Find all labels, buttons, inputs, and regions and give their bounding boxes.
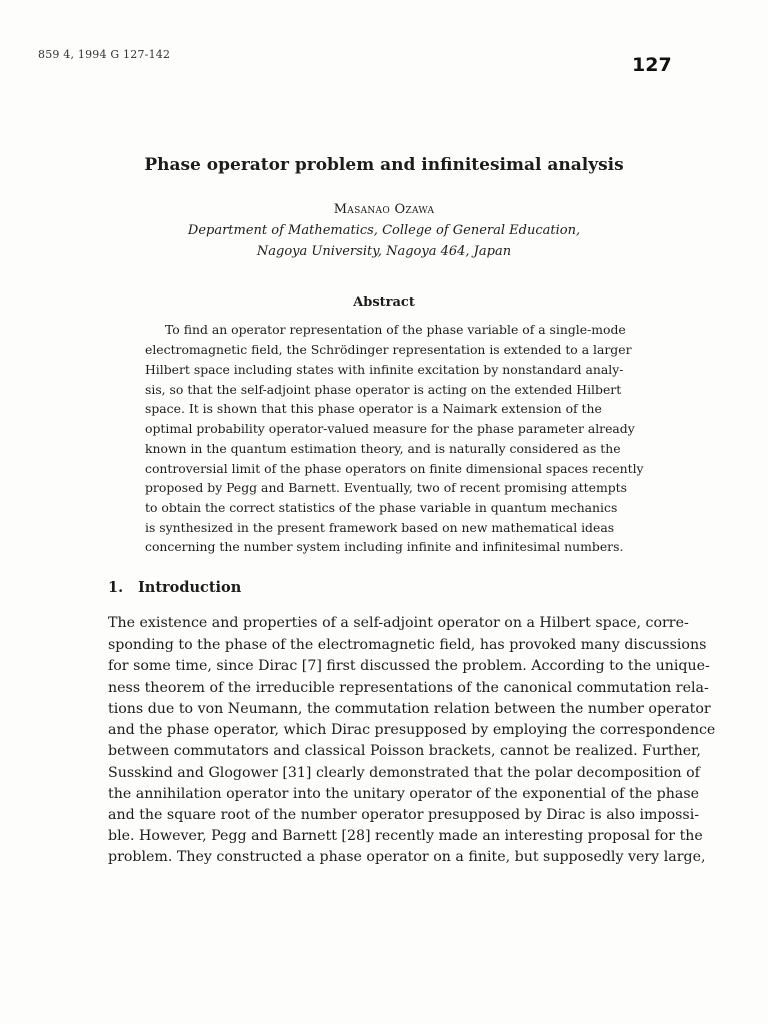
body-line: for some time, since Dirac [7] first discussed the problem. According to the unique- [108, 658, 710, 674]
body-line: and the phase operator, which Dirac presupposed by employing the correspondence [108, 722, 716, 738]
abstract-line: concerning the number system including infinite and infinitesimal numbers. [145, 539, 624, 554]
body-line: ness theorem of the irreducible representations of the canonical commutation rela- [108, 680, 709, 696]
abstract-line: to obtain the correct statistics of the phase variable in quantum mechanics [145, 500, 618, 515]
abstract-line: proposed by Pegg and Barnett. Eventually, two of recent promising attempts [145, 480, 628, 495]
abstract-line: optimal probability operator-valued measure for the phase parameter already [145, 421, 635, 436]
affiliation-line: Nagoya University, Nagoya 464, Japan [256, 244, 512, 259]
section-number: 1. [108, 579, 124, 596]
body-line: sponding to the phase of the electromagnetic field, has provoked many discussions [108, 637, 707, 653]
abstract-line: sis, so that the self-adjoint phase operator is acting on the extended Hilbert [145, 382, 622, 397]
abstract-line: controversial limit of the phase operators on finite dimensional spaces recently [145, 461, 644, 476]
journal-reference: 859 4, 1994 G 127-142 [38, 48, 171, 61]
abstract-heading: Abstract [353, 295, 415, 310]
page-number: 127 [632, 54, 672, 76]
affiliation-line: Department of Mathematics, College of General Education, [187, 223, 581, 238]
author-name: Masanao Ozawa [333, 202, 435, 217]
paper-title: Phase operator problem and infinitesimal analysis [144, 155, 624, 175]
abstract-line: Hilbert space including states with infinite excitation by nonstandard analy- [145, 362, 624, 377]
body-line: problem. They constructed a phase operator on a finite, but supposedly very large, [108, 849, 706, 865]
abstract-line: space. It is shown that this phase operator is a Naimark extension of the [145, 401, 602, 416]
section-title: Introduction [138, 579, 242, 596]
abstract-line: is synthesized in the present framework based on new mathematical ideas [145, 520, 615, 535]
body-line: the annihilation operator into the unitary operator of the exponential of the phase [108, 786, 700, 802]
abstract-line: electromagnetic field, the Schrödinger representation is extended to a larger [145, 342, 632, 357]
body-line: and the square root of the number operator presupposed by Dirac is also impossi- [108, 807, 700, 823]
body-line: ble. However, Pegg and Barnett [28] recently made an interesting proposal for the [108, 828, 703, 844]
section-heading [108, 579, 241, 596]
abstract-line: To find an operator representation of the phase variable of a single-mode [165, 322, 626, 337]
abstract-line: known in the quantum estimation theory, and is naturally considered as the [145, 441, 621, 456]
body-line: Susskind and Glogower [31] clearly demonstrated that the polar decomposition of [108, 765, 700, 781]
body-line: tions due to von Neumann, the commutation relation between the number operator [108, 701, 711, 717]
body-line: The existence and properties of a self-adjoint operator on a Hilbert space, corre- [108, 615, 689, 631]
body-line: between commutators and classical Poisson brackets, cannot be realized. Further, [108, 743, 701, 759]
